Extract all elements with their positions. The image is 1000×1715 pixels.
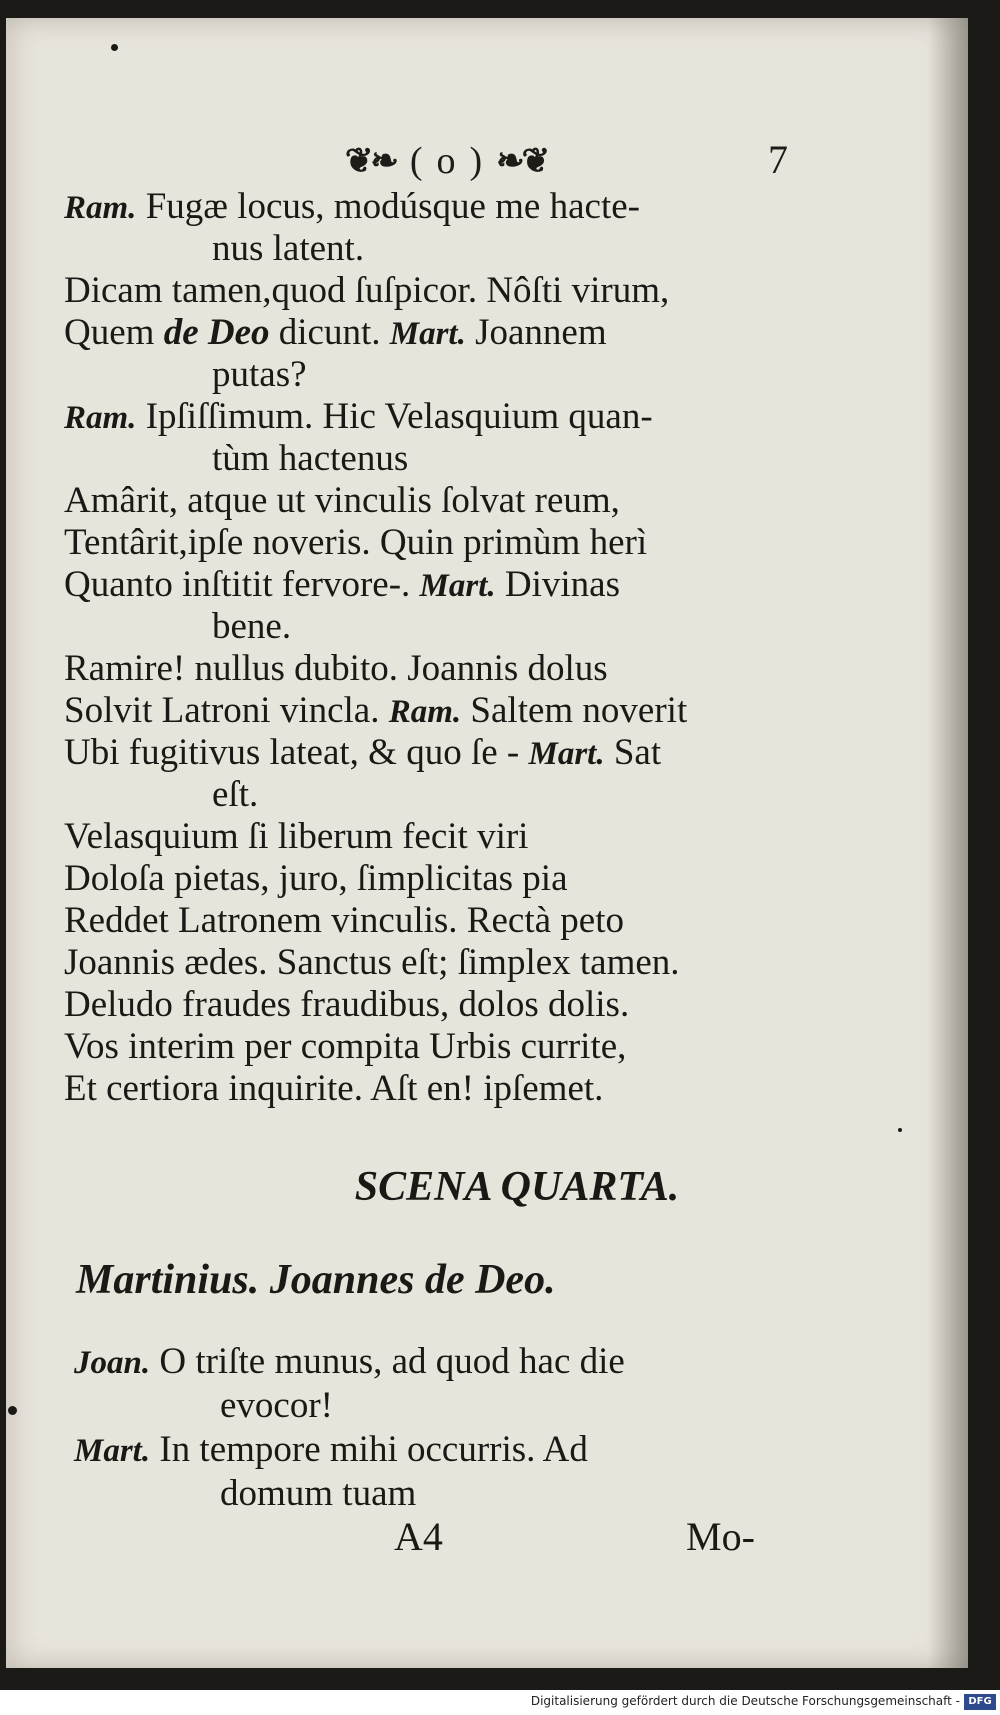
space bbox=[150, 1429, 159, 1470]
verse-line bbox=[74, 1428, 834, 1472]
book-page bbox=[6, 18, 968, 1668]
line-text: domum tuam bbox=[220, 1473, 417, 1514]
verse-line bbox=[74, 1384, 834, 1428]
verse-block bbox=[64, 186, 824, 1110]
verse-line bbox=[64, 522, 824, 564]
line-text: Quem bbox=[64, 312, 164, 353]
space bbox=[150, 1341, 159, 1382]
line-text: dicunt. bbox=[269, 312, 390, 353]
verse-line bbox=[64, 858, 824, 900]
line-text: Amârit, atque ut vinculis ſolvat reum, bbox=[64, 480, 620, 521]
signature-mark: A4 bbox=[394, 1514, 443, 1559]
line-text: O triſte munus, ad quod hac die bbox=[159, 1341, 625, 1382]
verse-line bbox=[64, 480, 824, 522]
verse-line bbox=[64, 186, 824, 228]
verse-line bbox=[64, 648, 824, 690]
cast-list: Martinius. Joannes de Deo. bbox=[76, 1257, 556, 1303]
line-text: Tentârit,ipſe noveris. Quin primùm herì bbox=[64, 522, 648, 563]
fleuron-icon: ❦❧ bbox=[344, 143, 396, 180]
line-text: Reddet Latronem vinculis. Rectà peto bbox=[64, 900, 624, 941]
line-text: bene. bbox=[212, 606, 292, 647]
page-number: 7 bbox=[768, 137, 788, 182]
verse-line bbox=[64, 816, 824, 858]
verse-line bbox=[64, 606, 824, 648]
line-text: Dicam tamen,quod ſuſpicor. Nôſti virum, bbox=[64, 270, 670, 311]
line-text: evocor! bbox=[220, 1385, 333, 1426]
verse-line bbox=[64, 354, 824, 396]
verse-line bbox=[64, 774, 824, 816]
line-text: Fugæ locus, modúsque me hacte- bbox=[145, 186, 640, 227]
line-text: tùm hactenus bbox=[212, 438, 409, 479]
verse-line bbox=[64, 1026, 824, 1068]
fleuron-icon: ❧❦ bbox=[496, 143, 548, 180]
line-text: putas? bbox=[212, 354, 307, 395]
verse-line bbox=[64, 984, 824, 1026]
speaker-label: Mart. bbox=[528, 736, 605, 772]
line-text: Sat bbox=[604, 732, 662, 773]
ink-speck bbox=[8, 1406, 17, 1415]
credit-text: Digitalisierung gefördert durch die Deutsche Forschungsgemeinschaft - bbox=[530, 1694, 960, 1708]
page-footer bbox=[6, 1513, 968, 1563]
verse-line bbox=[64, 690, 824, 732]
page-edge-shadow bbox=[928, 18, 968, 1668]
ink-speck bbox=[898, 1128, 902, 1132]
verse-line bbox=[64, 396, 824, 438]
verse-line bbox=[64, 228, 824, 270]
dfg-logo: DFG bbox=[964, 1694, 996, 1710]
line-text: In tempore mihi occurris. Ad bbox=[159, 1429, 588, 1470]
verse-line bbox=[64, 942, 824, 984]
verse-line bbox=[64, 438, 824, 480]
verse-block-2 bbox=[74, 1340, 834, 1516]
verse-line bbox=[64, 1068, 824, 1110]
line-text: nus latent. bbox=[212, 228, 365, 269]
verse-line bbox=[64, 564, 824, 606]
ink-speck bbox=[111, 44, 118, 51]
line-text: eſt. bbox=[212, 774, 259, 815]
space bbox=[136, 396, 145, 437]
speaker-label: Mart. bbox=[389, 316, 466, 352]
header-paren-close: ) bbox=[469, 140, 483, 182]
line-text: Solvit Latroni vincla. bbox=[64, 690, 389, 731]
speaker-label: Mart. bbox=[74, 1433, 151, 1469]
line-text: Ubi fugitivus lateat, & quo ſe - bbox=[64, 732, 529, 773]
header-paren-open: ( bbox=[409, 140, 423, 182]
verse-line bbox=[64, 312, 824, 354]
verse-line bbox=[74, 1472, 834, 1516]
line-text: Doloſa pietas, juro, ſimplicitas pia bbox=[64, 858, 568, 899]
line-text: Velasquium ſi liberum fecit viri bbox=[64, 816, 529, 857]
line-text: Deludo fraudes fraudibus, dolos dolis. bbox=[64, 984, 630, 1025]
verse-line bbox=[74, 1340, 834, 1384]
catchword: Mo- bbox=[686, 1514, 755, 1559]
space bbox=[136, 186, 145, 227]
line-text: Vos interim per compita Urbis currite, bbox=[64, 1026, 627, 1067]
italic-phrase: de Deo bbox=[163, 312, 270, 353]
scene-title: SCENA QUARTA. bbox=[354, 1164, 680, 1210]
verse-line bbox=[64, 900, 824, 942]
line-text: Joannis ædes. Sanctus eſt; ſimplex tamen. bbox=[64, 942, 680, 983]
header-ornament bbox=[296, 136, 596, 186]
speaker-label: Ram. bbox=[64, 400, 137, 436]
speaker-label: Ram. bbox=[64, 190, 137, 226]
line-text: Quanto inſtitit fervore-. bbox=[64, 564, 420, 605]
verse-line bbox=[64, 732, 824, 774]
line-text: Divinas bbox=[495, 564, 620, 605]
line-text: Et certiora inquirite. Aſt en! ipſemet. bbox=[64, 1068, 604, 1109]
verse-line bbox=[64, 270, 824, 312]
credit-bar bbox=[0, 1690, 1000, 1715]
speaker-label: Mart. bbox=[419, 568, 496, 604]
speaker-label: Ram. bbox=[388, 694, 462, 730]
folio-mark: o bbox=[436, 140, 456, 182]
line-text: Ramire! nullus dubito. Joannis dolus bbox=[64, 648, 608, 689]
running-header bbox=[6, 136, 968, 186]
speaker-label: Joan. bbox=[74, 1345, 151, 1381]
line-text: Joannem bbox=[465, 312, 607, 353]
line-text: Saltem noverit bbox=[461, 690, 688, 731]
line-text: Ipſiſſimum. Hic Velasquium quan- bbox=[145, 396, 653, 437]
